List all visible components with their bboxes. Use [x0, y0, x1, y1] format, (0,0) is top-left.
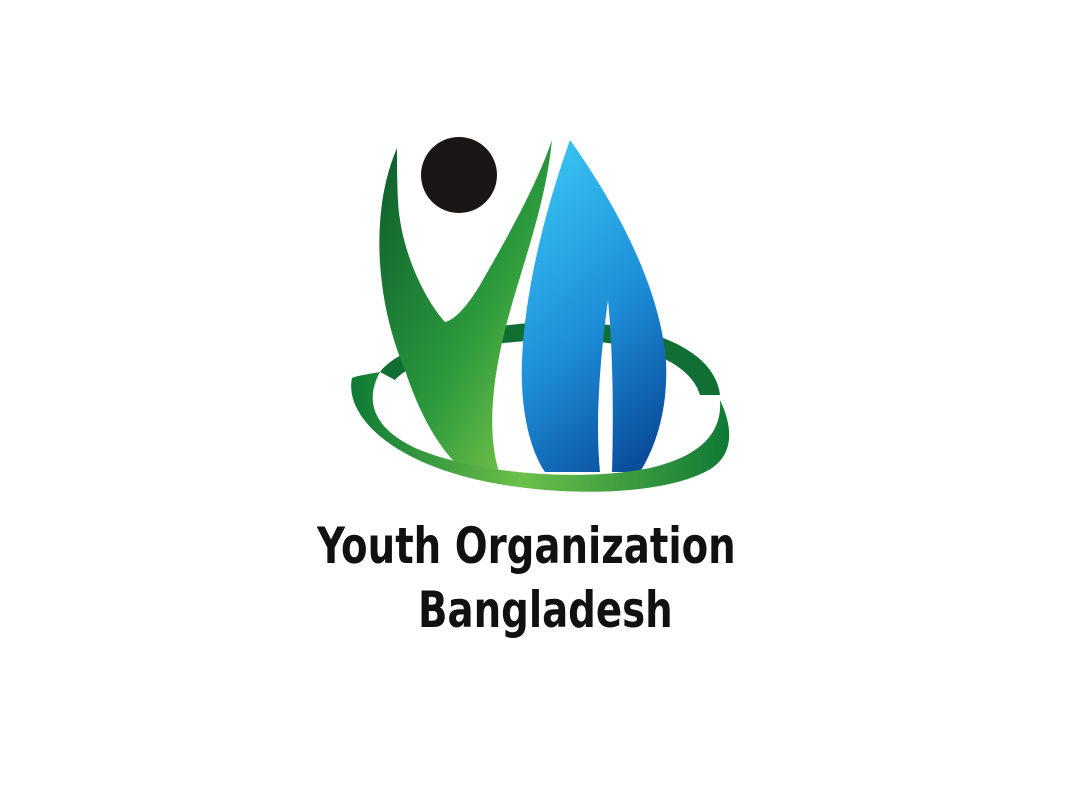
- organization-name-line-1: Youth Organization: [317, 517, 736, 575]
- organization-name-line-2: Bangladesh: [418, 581, 673, 639]
- organization-name: [0, 512, 1080, 642]
- figure-head-shape: [421, 137, 497, 213]
